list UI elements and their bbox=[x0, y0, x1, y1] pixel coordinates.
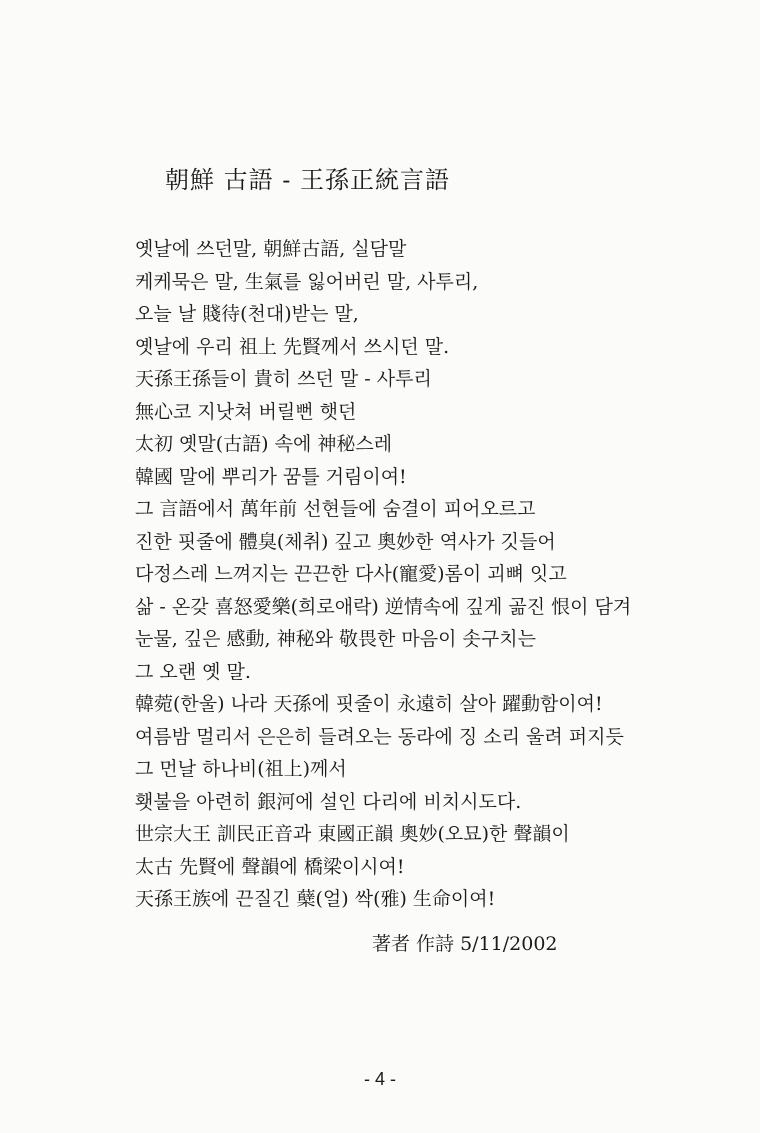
poem-line: 눈물, 깊은 感動, 神秘와 敬畏한 마음이 솟구치는 bbox=[135, 628, 536, 650]
poem-line: 그 오랜 옛 말. bbox=[135, 660, 251, 683]
poem-line: 天孫王孫들이 貴히 쓰던 말 - 사투리 bbox=[135, 368, 432, 390]
poem-line: 그 言語에서 萬年前 선현들에 숨결이 피어오르고 bbox=[135, 498, 536, 520]
poem-line: 횃불을 아련히 銀河에 설인 다리에 비치시도다. bbox=[135, 790, 522, 813]
poem-line: 옛날에 쓰던말, 朝鮮古語, 실담말 bbox=[135, 238, 407, 260]
poem-line: 韓國 말에 뿌리가 꿈틀 거림이여! bbox=[135, 465, 407, 488]
poem-title: 朝鮮 古語 - 王孫正統言語 bbox=[165, 166, 450, 194]
poem-line: 삶 - 온갖 喜怒愛樂(희로애락) 逆情속에 깊게 곪진 恨이 담겨 bbox=[135, 595, 632, 618]
poem-body bbox=[135, 233, 735, 916]
poem-line: 無心코 지낫쳐 버릴뻔 햇던 bbox=[135, 400, 357, 423]
poem-line: 天孫王族에 끈질긴 蘖(얼) 싹(雅) 生命이여! bbox=[135, 888, 496, 910]
poem-line: 다정스레 느껴지는 끈끈한 다사(寵愛)롬이 괴뼈 잇고 bbox=[135, 563, 567, 585]
poem-line: 그 먼날 하나비(祖上)께서 bbox=[135, 758, 347, 780]
poem-line: 오늘 날 賤待(천대)받는 말, bbox=[135, 303, 359, 325]
poem-line: 옛날에 우리 祖上 先賢께서 쓰시던 말. bbox=[135, 335, 450, 358]
author-signature: 著者 作詩 5/11/2002 bbox=[372, 933, 558, 955]
poem-line: 世宗大王 訓民正音과 東國正韻 奧妙(오묘)한 聲韻이 bbox=[135, 823, 570, 845]
poem-line: 케케묵은 말, 生氣를 잃어버린 말, 사투리, bbox=[135, 270, 479, 293]
page-number: - 4 - bbox=[363, 1069, 396, 1089]
poem-line: 진한 핏줄에 體臭(체취) 깊고 奧妙한 역사가 깃들어 bbox=[135, 530, 556, 553]
poem-line: 韓菀(한울) 나라 天孫에 핏줄이 永遠히 살아 躍動함이여! bbox=[135, 693, 603, 715]
poem-line: 太初 옛말(古語) 속에 神秘스레 bbox=[135, 433, 393, 455]
poem-line: 太古 先賢에 聲韻에 橋梁이시여! bbox=[135, 855, 405, 878]
poem-line: 여름밤 멀리서 은은히 들려오는 동라에 징 소리 울려 퍼지듯 bbox=[135, 725, 624, 748]
